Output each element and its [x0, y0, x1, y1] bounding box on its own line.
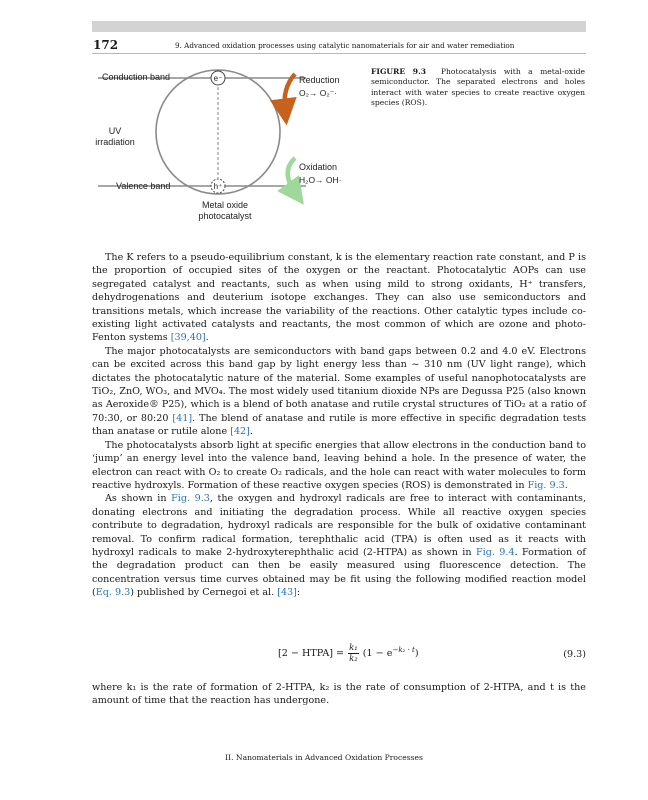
reduction-arrow-icon: [284, 74, 295, 112]
body-text: [92, 251, 586, 600]
citation-link[interactable]: Eq. 9.3: [95, 587, 131, 599]
equation-fraction: [348, 643, 359, 664]
running-title: 9. Advanced oxidation processes using catalytic nanomaterials for air and water remediation: [175, 41, 515, 50]
equation-expression: [278, 643, 419, 664]
reduction-equation: O₂→ O₂⁻·: [299, 88, 338, 98]
citation-link[interactable]: [39,40]: [170, 332, 206, 344]
body-text-segment: :: [296, 587, 301, 599]
caption-label: FIGURE 9.3: [371, 67, 427, 76]
body-text-segment: . The blend of anatase and rutile is more effective in specific degradation tests than anatase or rutile alone: [92, 412, 587, 438]
material-label-line2: photocatalyst: [198, 211, 252, 221]
caption-text: Photocatalysis with a metal-oxide semiconductor. The separated electrons and holes interact with water species to create reactive oxygen species (ROS).: [371, 67, 586, 107]
body-text-segment: The major photocatalysts are semiconductors with band gaps between 0.2 and 4.0 eV. Electrons can be excited across this band gap by light energy less than ~ 310 nm (UV light range), which dictates the photocatalytic nature of the material. Some examples of useful nanophotocatalysts are TiO₂, ZnO, WO₃, and MVO₄. The most widely used titanium dioxide NPs are Degussa P25 (also known as Aeroxide® P25), which is a blend of both anatase and rutile crystal structures of TiO₂ at a ratio of 70:30, or 80:20: [92, 345, 586, 424]
body-text-segment: .: [564, 479, 568, 491]
body-text-segment: The K refers to a pseudo-equilibrium constant, k is the elementary reaction rate constant, and P is the proportion of occupied sites of the oxygen or the reactant. Photocatalytic AOPs can use segregated catalyst and reactants, such as when using mild to strong oxidants, H⁺ transfers, dehydrogenations and deuterium isotope exchanges. They can also use semiconductors and transitions metals, which increase the variability of the reactions. Other catalytic types include co-existing light activated catalysts and reactants, the most common of which are ozone and photo-Fenton systems: [92, 252, 586, 344]
photocatalysis-figure: [92, 60, 360, 230]
equation-number: (9.3): [563, 649, 586, 660]
oxidation-equation: H₂O→ OH·: [299, 175, 342, 185]
citation-link[interactable]: Fig. 9.3: [171, 493, 210, 505]
conduction-band-label: Conduction band: [102, 72, 171, 82]
final-paragraph-text: where k₁ is the rate of formation of 2-HTPA, k₂ is the rate of consumption of 2-HTPA, and t is the amount of time that the reaction has undergone.: [92, 682, 586, 707]
header-rule: [92, 53, 586, 54]
header-bar: [92, 21, 586, 32]
uv-label-line2: irradiation: [95, 137, 135, 147]
equation-paren-close: ): [414, 648, 419, 659]
citation-link[interactable]: [42]: [230, 426, 250, 438]
electron-symbol: e⁻: [213, 74, 223, 83]
material-label-line1: Metal oxide: [201, 200, 249, 210]
final-paragraph: [92, 681, 586, 708]
body-text-segment: .: [205, 332, 209, 344]
body-paragraph: [92, 492, 586, 599]
hole-symbol: h⁺: [213, 182, 223, 191]
photocatalysis-diagram: [92, 60, 360, 230]
body-text-segment: ) published by Cernegoi et al.: [130, 587, 278, 599]
page-number: 172: [93, 38, 119, 52]
valence-band-label: Valence band: [116, 181, 171, 191]
body-text-segment: . Formation of the degradation product can then be easily measured using fluorescence detection. The concentration versus time curves obtained may be fit using the following modified reaction model (: [92, 546, 586, 599]
body-paragraph: [92, 345, 586, 439]
figure-caption: [371, 67, 585, 108]
citation-link[interactable]: Fig. 9.3: [527, 479, 565, 491]
body-paragraph: [92, 251, 586, 345]
equation-lhs: [2 − HTPA] =: [278, 648, 345, 659]
body-text-segment: , the oxygen and hydroxyl radicals are free to interact with contaminants, donating electrons and initiating the degradation process. While all reactive oxygen species contribute to degradation, hydroxyl radicals are responsible for the bulk of oxidative contaminant removal. To confirm radical formation, terephthalic acid (TPA) is often used as it reacts with hydroxyl radicals to make 2-hydroxyterephthalic acid (2-HTPA) as shown in: [92, 493, 586, 558]
body-text-segment: The photocatalysts absorb light at specific energies that allow electrons in the conduction band to ‘jump’ an energy level into the valence band, leaving behind a hole. In the presence of water, the electron can react with O₂ to create O₂ radicals, and the hole can react with water molecules to form reactive hydroxyls. Formation of these reactive oxygen species (ROS) is demonstrated in: [92, 439, 586, 491]
equation-denominator: k₂: [349, 654, 358, 664]
body-paragraph: [92, 439, 586, 493]
equation-paren-open: (1 − e: [362, 648, 393, 659]
uv-label-line1: UV: [108, 126, 122, 136]
body-text-segment: .: [249, 426, 253, 438]
oxidation-label: Oxidation: [299, 162, 338, 172]
reduction-label: Reduction: [299, 75, 340, 85]
equation-9-3: [92, 640, 586, 668]
citation-link[interactable]: [43]: [277, 587, 297, 599]
oxidation-arrow-icon: [288, 158, 296, 194]
body-text-segment: As shown in: [105, 493, 172, 505]
equation-numerator: k₁: [349, 643, 358, 653]
footer: II. Nanomaterials in Advanced Oxidation Processes: [225, 753, 423, 762]
citation-link[interactable]: [41]: [172, 412, 193, 424]
citation-link[interactable]: Fig. 9.4: [475, 546, 515, 558]
equation-exponent: −k₂ · t: [392, 645, 415, 654]
